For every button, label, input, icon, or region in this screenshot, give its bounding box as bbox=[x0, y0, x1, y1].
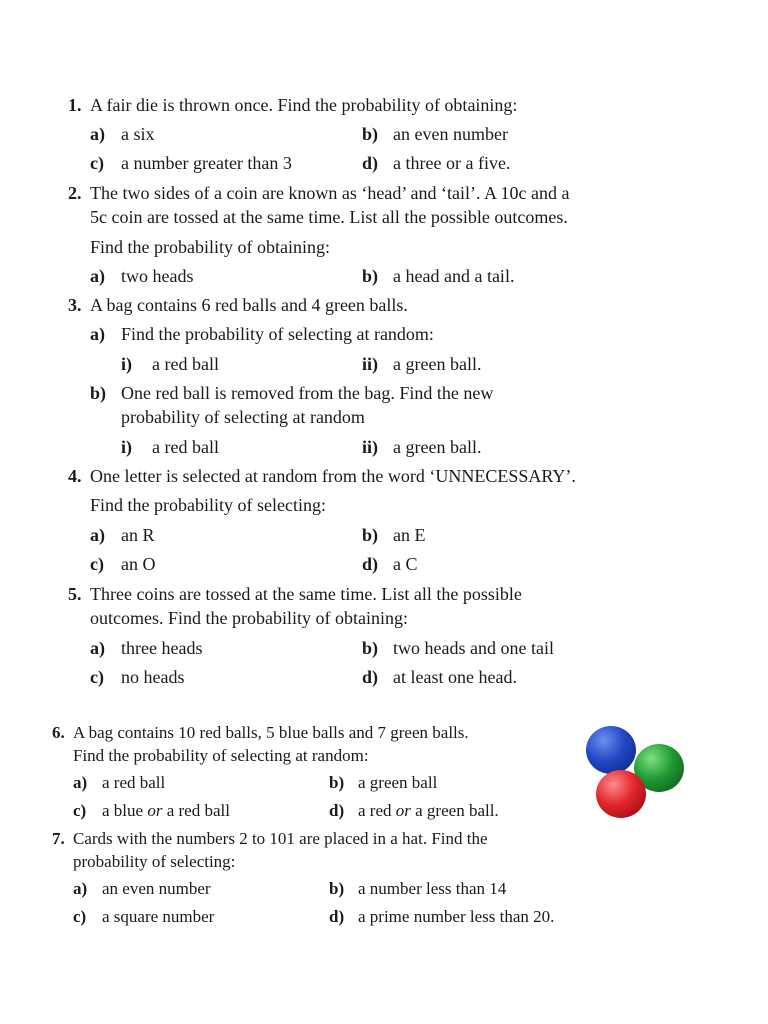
coloured-balls-image bbox=[580, 722, 690, 822]
part-text: a C bbox=[393, 554, 418, 574]
q3-part-a bbox=[90, 322, 434, 346]
part-label: b) bbox=[362, 266, 379, 286]
q4-text-line2: Find the probability of selecting: bbox=[90, 495, 326, 515]
part-label: a) bbox=[73, 879, 88, 898]
part-text-2: a green ball. bbox=[410, 801, 499, 820]
red-ball bbox=[596, 770, 646, 818]
part-text: a square number bbox=[102, 907, 215, 926]
q6-part-a bbox=[73, 771, 165, 795]
part-label: b) bbox=[362, 638, 379, 658]
q5-text-line1: Three coins are tossed at the same time. List all the possible bbox=[90, 584, 522, 604]
q2-part-b bbox=[362, 264, 514, 288]
q6-part-b bbox=[329, 771, 437, 795]
part-text: a number greater than 3 bbox=[121, 153, 292, 173]
q1-part-c bbox=[90, 151, 292, 175]
part-label: b) bbox=[362, 124, 379, 144]
q1-part-a bbox=[90, 122, 155, 146]
q6-text-line1: A bag contains 10 red balls, 5 blue balls and 7 green balls. bbox=[73, 723, 469, 742]
part-text-or: or bbox=[395, 801, 411, 820]
subpart-text: a green ball. bbox=[393, 354, 482, 374]
part-label: b) bbox=[329, 879, 345, 898]
part-text: at least one head. bbox=[393, 667, 517, 687]
q2-text-line3: Find the probability of obtaining: bbox=[90, 237, 330, 257]
part-label: a) bbox=[73, 773, 88, 792]
part-label: b) bbox=[329, 773, 345, 792]
part-label: d) bbox=[362, 153, 379, 173]
q4-stem bbox=[68, 464, 576, 488]
part-label: a) bbox=[90, 124, 105, 144]
part-text: a green ball bbox=[358, 773, 438, 792]
q1-stem bbox=[68, 93, 517, 117]
q1-part-d bbox=[362, 151, 510, 175]
q7-part-a bbox=[73, 877, 211, 901]
part-text: no heads bbox=[121, 667, 185, 687]
q4-part-d bbox=[362, 552, 418, 576]
q5-number: 5. bbox=[68, 584, 82, 604]
subpart-label: i) bbox=[121, 437, 132, 457]
part-text-or: or bbox=[147, 801, 163, 820]
part-label: c) bbox=[73, 907, 87, 926]
q3-part-b-i bbox=[121, 435, 219, 459]
q7-part-d bbox=[329, 905, 554, 929]
q7-part-c bbox=[73, 905, 214, 929]
subpart-label: ii) bbox=[362, 354, 378, 374]
part-text: two heads bbox=[121, 266, 194, 286]
q3-stem bbox=[68, 293, 408, 317]
q5-stem bbox=[68, 582, 522, 606]
part-label: d) bbox=[329, 907, 345, 926]
q7-text-line1: Cards with the numbers 2 to 101 are placed in a hat. Find the bbox=[73, 829, 488, 848]
q4-number: 4. bbox=[68, 466, 82, 486]
part-label: a) bbox=[90, 266, 105, 286]
part-label: d) bbox=[362, 554, 379, 574]
part-text: a number less than 14 bbox=[358, 879, 507, 898]
part-label: b) bbox=[362, 525, 379, 545]
subpart-text: a green ball. bbox=[393, 437, 482, 457]
q3-part-b bbox=[90, 381, 493, 405]
part-text: a head and a tail. bbox=[393, 266, 515, 286]
part-label: b) bbox=[90, 383, 107, 403]
q2-text-line1: The two sides of a coin are known as ‘head’ and ‘tail’. A 10c and a bbox=[90, 183, 570, 203]
q4-part-c bbox=[90, 552, 156, 576]
part-label: a) bbox=[90, 324, 105, 344]
subpart-text: a red ball bbox=[152, 437, 219, 457]
q5-text-line2: outcomes. Find the probability of obtaining: bbox=[90, 608, 408, 628]
part-text: a prime number less than 20. bbox=[358, 907, 555, 926]
part-text: a red ball bbox=[102, 773, 166, 792]
part-text-1: a blue bbox=[102, 801, 148, 820]
q6-stem bbox=[52, 721, 469, 745]
q7-stem bbox=[52, 827, 488, 851]
part-text: an R bbox=[121, 525, 155, 545]
part-label: c) bbox=[73, 801, 87, 820]
blue-ball bbox=[586, 726, 636, 774]
part-label: a) bbox=[90, 638, 105, 658]
part-text: two heads and one tail bbox=[393, 638, 554, 658]
q7-number: 7. bbox=[52, 829, 65, 848]
part-label: d) bbox=[362, 667, 379, 687]
subpart-text: a red ball bbox=[152, 354, 219, 374]
q2-stem bbox=[68, 181, 570, 205]
q7-part-b bbox=[329, 877, 506, 901]
q6-text-line2: Find the probability of selecting at random: bbox=[73, 746, 369, 765]
part-text-2: a red ball bbox=[162, 801, 230, 820]
part-text: an even number bbox=[393, 124, 508, 144]
q4-part-a bbox=[90, 523, 155, 547]
part-label: c) bbox=[90, 554, 104, 574]
q1-part-b bbox=[362, 122, 508, 146]
q4-part-b bbox=[362, 523, 425, 547]
q5-part-b bbox=[362, 636, 554, 660]
q3-number: 3. bbox=[68, 295, 82, 315]
part-text: an E bbox=[393, 525, 426, 545]
q6-number: 6. bbox=[52, 723, 65, 742]
q4-text-line1: One letter is selected at random from the word ‘UNNECESSARY’. bbox=[90, 466, 576, 486]
part-label: c) bbox=[90, 153, 104, 173]
part-text: a six bbox=[121, 124, 155, 144]
part-label: d) bbox=[329, 801, 345, 820]
part-text: an even number bbox=[102, 879, 211, 898]
q3-part-b-ii bbox=[362, 435, 481, 459]
q3-text: A bag contains 6 red balls and 4 green balls. bbox=[90, 295, 408, 315]
part-label: a) bbox=[90, 525, 105, 545]
q2-part-a bbox=[90, 264, 193, 288]
q1-text: A fair die is thrown once. Find the probability of obtaining: bbox=[90, 95, 518, 115]
part-text: Find the probability of selecting at random: bbox=[121, 324, 434, 344]
part-text: three heads bbox=[121, 638, 203, 658]
q6-part-d bbox=[329, 799, 499, 823]
subpart-label: i) bbox=[121, 354, 132, 374]
part-text: an O bbox=[121, 554, 156, 574]
q6-part-c bbox=[73, 799, 230, 823]
part-label: c) bbox=[90, 667, 104, 687]
q3-part-b-line2: probability of selecting at random bbox=[121, 407, 365, 427]
part-text-1: a red bbox=[358, 801, 396, 820]
part-text: One red ball is removed from the bag. Find the new bbox=[121, 383, 494, 403]
q5-part-c bbox=[90, 665, 184, 689]
q5-part-d bbox=[362, 665, 517, 689]
q3-part-a-i bbox=[121, 352, 219, 376]
q7-text-line2: probability of selecting: bbox=[73, 852, 236, 871]
q3-part-a-ii bbox=[362, 352, 481, 376]
subpart-label: ii) bbox=[362, 437, 378, 457]
q2-number: 2. bbox=[68, 183, 82, 203]
q1-number: 1. bbox=[68, 95, 82, 115]
q2-text-line2: 5c coin are tossed at the same time. List all the possible outcomes. bbox=[90, 207, 568, 227]
q5-part-a bbox=[90, 636, 202, 660]
part-text: a three or a five. bbox=[393, 153, 511, 173]
